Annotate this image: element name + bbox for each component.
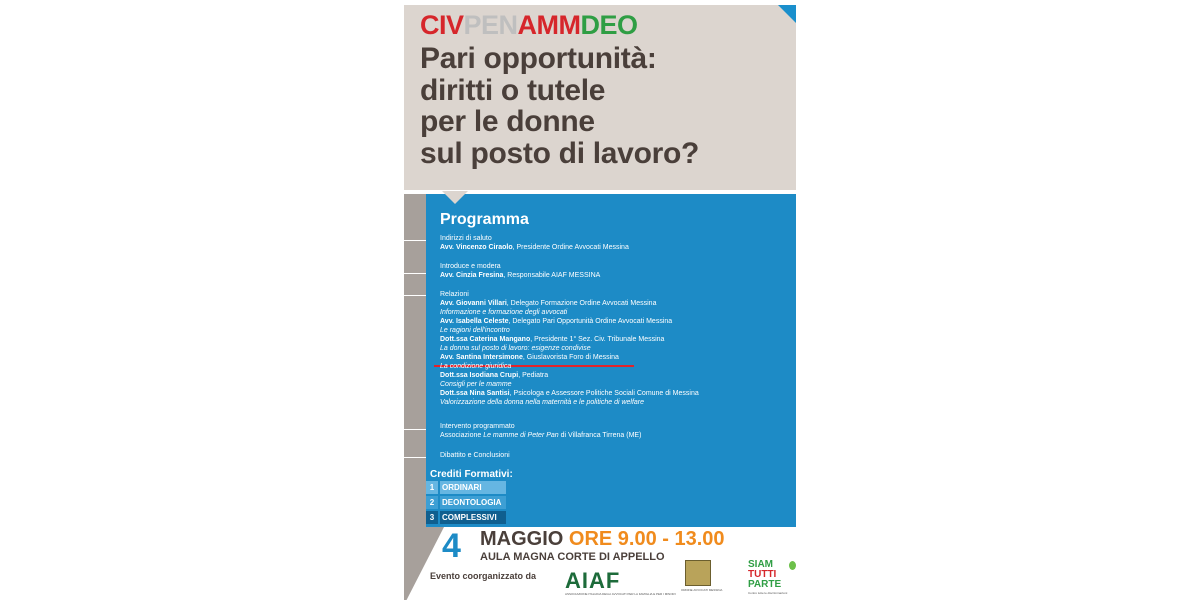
organizer-label: Evento coorganizzato da xyxy=(430,571,537,581)
stp-tagline: Contro tutte le discriminazioni xyxy=(748,591,788,595)
credit-row xyxy=(426,511,506,524)
relazione-topic xyxy=(440,398,644,407)
speaker-role: , Responsabile AIAF MESSINA xyxy=(503,272,601,279)
credit-label: ORDINARI xyxy=(440,481,506,494)
credit-number: 2 xyxy=(426,496,438,509)
relazione-entry xyxy=(440,371,548,380)
intervento-post: di Villafranca Tirrena (ME) xyxy=(558,432,642,439)
relazione-topic xyxy=(440,362,511,371)
credit-number: 3 xyxy=(426,511,438,524)
corner-fold xyxy=(778,5,796,23)
credit-row xyxy=(426,496,506,509)
headline-line-3: per le donne xyxy=(420,105,595,138)
brand-part-pen: PEN xyxy=(463,10,518,40)
section-tick xyxy=(404,429,426,430)
intervento-association: Le mamme di Peter Pan xyxy=(483,432,559,439)
headline-line-4: sul posto di lavoro? xyxy=(420,136,700,170)
poster xyxy=(404,5,796,600)
aiaf-logo xyxy=(565,568,676,598)
header-notch xyxy=(442,191,468,204)
relazione-topic xyxy=(440,344,591,353)
event-day: 4 xyxy=(442,527,461,565)
crest-caption: ORDINE AVVOCATI MESSINA xyxy=(681,588,723,592)
credit-label: DEONTOLOGIA xyxy=(440,496,506,509)
credit-row xyxy=(426,481,506,494)
speaker-name: Dott.ssa Nina Santisi xyxy=(440,390,510,397)
speaker-name: Dott.ssa Caterina Mangano xyxy=(440,336,531,343)
saluto-entry xyxy=(440,243,629,252)
relazione-topic xyxy=(440,380,512,389)
brand-part-civ: CIV xyxy=(420,10,464,40)
event-date xyxy=(480,528,725,551)
topic-text: La donna sul posto di lavoro: esigenze condivise xyxy=(440,345,591,352)
stp-word-1: SIAM xyxy=(748,559,773,570)
crest-icon xyxy=(685,560,711,586)
headline-line-2: diritti o tutele xyxy=(420,73,606,107)
speaker-role: , Delegato Pari Opportunità Ordine Avvocati Messina xyxy=(508,318,673,325)
topic-text: Le ragioni dell'incontro xyxy=(440,327,510,334)
speaker-name: Dott.ssa Isodiana Crupi xyxy=(440,372,519,379)
relazione-topic xyxy=(440,326,510,335)
section-tick xyxy=(404,273,426,274)
topic-text: Consigli per le mamme xyxy=(440,381,512,388)
headline-line-1: Pari opportunità: xyxy=(420,42,657,75)
stp-word-3: PARTE xyxy=(748,579,782,590)
modera-heading: Introduce e modera xyxy=(440,263,501,270)
aiaf-logo-subtitle: ASSOCIAZIONE ITALIANA DEGLI AVVOCATI PER LA FAMIGLIA E PER I MINORI xyxy=(565,592,676,596)
headline xyxy=(420,43,790,169)
event-hours: ORE 9.00 - 13.00 xyxy=(568,528,725,550)
relazione-entry xyxy=(440,353,619,362)
topic-text: Valorizzazione della donna nella maternità e le politiche di welfare xyxy=(440,399,645,406)
speaker-role: , Delegato Formazione Ordine Avvocati Messina xyxy=(506,300,657,307)
credit-number: 1 xyxy=(426,481,438,494)
section-tick xyxy=(404,295,426,296)
speaker-role: , Pediatra xyxy=(518,372,549,379)
speaker-role: , Psicologa e Assessore Politiche Sociali Comune di Messina xyxy=(509,390,699,397)
topic-text: La condizione giuridica xyxy=(440,363,512,370)
relazione-entry xyxy=(440,299,656,308)
side-stripe xyxy=(404,194,426,527)
relazioni-heading: Relazioni xyxy=(440,291,469,298)
brand-part-deo: DEO xyxy=(580,10,638,40)
section-tick xyxy=(404,240,426,241)
speaker-role: , Giuslavorista Foro di Messina xyxy=(522,354,619,361)
relazione-entry xyxy=(440,389,699,398)
speaker-name: Avv. Santina Intersimone xyxy=(440,354,523,361)
intervento-pre: Associazione xyxy=(440,432,484,439)
stp-word-2: TUTTI xyxy=(748,569,777,580)
speaker-name: Avv. Giovanni Villari xyxy=(440,300,507,307)
speaker-name: Avv. Vincenzo Ciraolo xyxy=(440,244,513,251)
event-month: MAGGIO xyxy=(480,528,564,550)
speaker-role: , Presidente Ordine Avvocati Messina xyxy=(512,244,629,251)
relazione-entry xyxy=(440,317,672,326)
side-stripe-bottom xyxy=(404,527,444,600)
speaker-name: Avv. Cinzia Fresina xyxy=(440,272,504,279)
aiaf-logo-text: AIAF xyxy=(565,568,621,593)
brand-part-amm: AMM xyxy=(517,10,581,40)
dibattito-heading: Dibattito e Conclusioni xyxy=(440,452,510,459)
speaker-role: , Presidente 1° Sez. Civ. Tribunale Messina xyxy=(530,336,665,343)
programma-title: Programma xyxy=(440,211,529,228)
event-venue: AULA MAGNA CORTE DI APPELLO xyxy=(480,551,665,563)
crediti-title: Crediti Formativi: xyxy=(430,469,513,480)
speaker-name: Avv. Isabella Celeste xyxy=(440,318,509,325)
modera-entry xyxy=(440,271,600,280)
intervento-entry xyxy=(440,431,641,440)
balloon-icon xyxy=(789,561,796,570)
section-tick xyxy=(404,457,426,458)
relazione-topic xyxy=(440,308,567,317)
brand-logo xyxy=(420,10,638,41)
credit-label: COMPLESSIVI xyxy=(440,511,506,524)
ordine-avvocati-crest xyxy=(681,560,723,594)
intervento-heading: Intervento programmato xyxy=(440,423,515,430)
topic-text: Informazione e formazione degli avvocati xyxy=(440,309,568,316)
saluto-heading: Indirizzi di saluto xyxy=(440,235,492,242)
relazione-entry xyxy=(440,335,664,344)
